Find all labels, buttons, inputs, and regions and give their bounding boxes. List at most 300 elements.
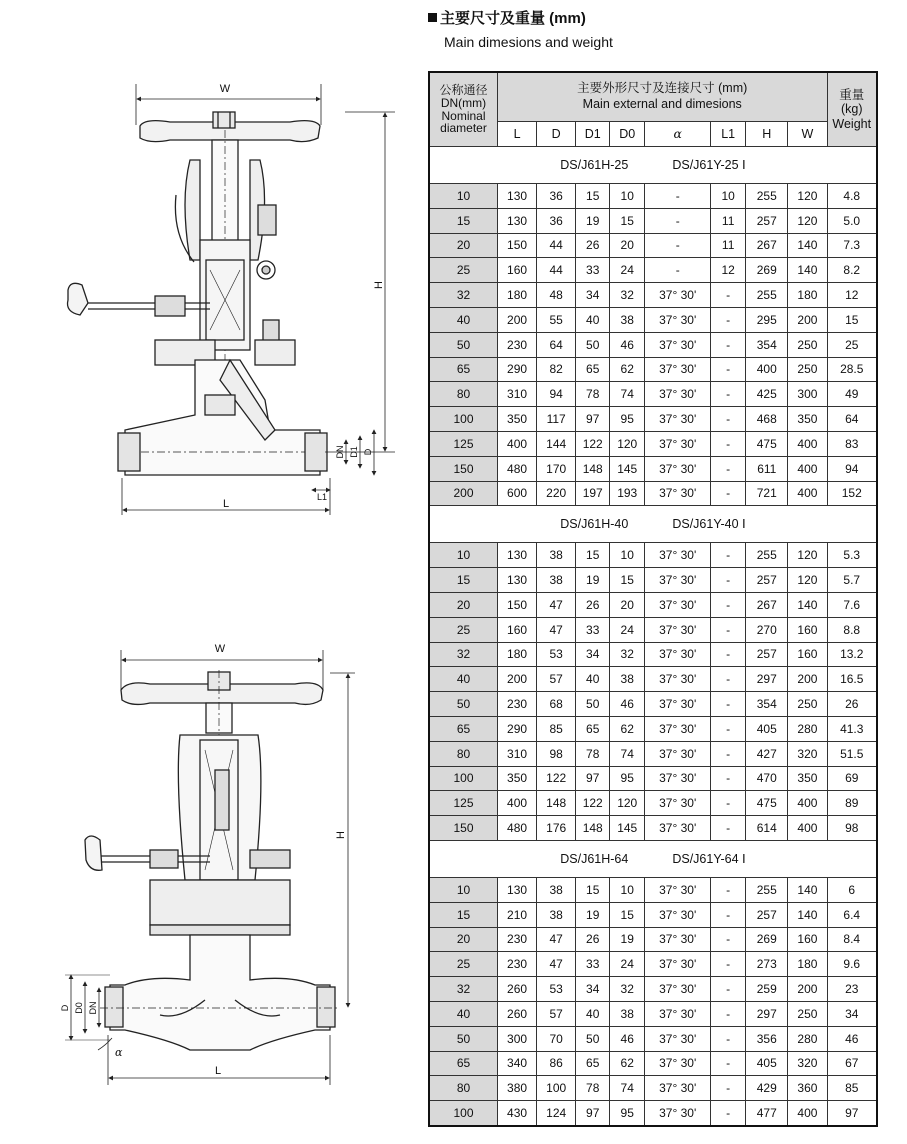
bottom-h-label: H — [335, 831, 347, 839]
table-cell: 200 — [497, 307, 536, 332]
table-cell: 38 — [537, 902, 576, 927]
table-cell: 97 — [576, 407, 610, 432]
col-header-h: H — [746, 122, 788, 147]
model-name-a: DS/J61H-40 — [560, 517, 629, 532]
dn-cell: 25 — [429, 952, 497, 977]
dn-header-line: Nominal — [441, 108, 486, 123]
table-cell: 47 — [537, 952, 576, 977]
table-cell: 37° 30' — [645, 667, 711, 692]
table-cell: 122 — [576, 791, 610, 816]
table-cell: - — [711, 877, 746, 902]
table-cell: 380 — [497, 1076, 536, 1101]
table-cell: 260 — [497, 977, 536, 1002]
table-row — [429, 741, 877, 766]
table-cell: 230 — [497, 927, 536, 952]
table-cell: 130 — [497, 568, 536, 593]
table-cell: 94 — [827, 456, 877, 481]
main-dimensions-header — [497, 72, 827, 122]
table-cell: 180 — [497, 283, 536, 308]
table-cell: - — [711, 1026, 746, 1051]
dn-cell: 65 — [429, 716, 497, 741]
table-cell: 150 — [497, 233, 536, 258]
bottom-alpha-label: α — [115, 1046, 123, 1059]
table-cell: 120 — [610, 431, 645, 456]
table-cell: 98 — [537, 741, 576, 766]
table-row — [429, 456, 877, 481]
table-cell: 250 — [788, 332, 827, 357]
table-cell: 148 — [576, 456, 610, 481]
table-cell: 12 — [711, 258, 746, 283]
table-cell: 82 — [537, 357, 576, 382]
table-cell: 10 — [610, 543, 645, 568]
top-w-label: W — [219, 83, 231, 95]
table-cell: 611 — [746, 456, 788, 481]
table-cell: 50 — [576, 692, 610, 717]
table-cell: 57 — [537, 667, 576, 692]
table-cell: 614 — [746, 816, 788, 841]
model-name-b: DS/J61Y-25 Ⅰ — [672, 157, 746, 172]
table-cell: 40 — [576, 1001, 610, 1026]
dn-cell: 32 — [429, 283, 497, 308]
dn-cell: 150 — [429, 816, 497, 841]
top-h-label: H — [373, 281, 385, 289]
table-cell: 430 — [497, 1101, 536, 1126]
table-cell: 267 — [746, 233, 788, 258]
table-cell: 55 — [537, 307, 576, 332]
table-cell: 15 — [610, 208, 645, 233]
top-valve-drawing — [68, 84, 396, 515]
table-cell: 220 — [537, 481, 576, 506]
table-cell: 176 — [537, 816, 576, 841]
table-cell: 62 — [610, 716, 645, 741]
table-cell: - — [711, 407, 746, 432]
table-row — [429, 332, 877, 357]
table-row — [429, 1001, 877, 1026]
table-cell: 210 — [497, 902, 536, 927]
table-cell: 38 — [610, 1001, 645, 1026]
table-cell: 95 — [610, 766, 645, 791]
table-cell: 47 — [537, 617, 576, 642]
table-cell: 180 — [788, 952, 827, 977]
table-cell: 28.5 — [827, 357, 877, 382]
table-cell: 160 — [788, 927, 827, 952]
weight-header-line: 重量 — [839, 87, 865, 102]
table-cell: 37° 30' — [645, 1076, 711, 1101]
table-cell: 62 — [610, 1051, 645, 1076]
table-cell: 24 — [610, 952, 645, 977]
table-cell: 600 — [497, 481, 536, 506]
table-cell: 320 — [788, 1051, 827, 1076]
table-cell: - — [711, 568, 746, 593]
table-row — [429, 382, 877, 407]
bullet-square-icon — [428, 13, 437, 22]
table-row — [429, 902, 877, 927]
table-cell: - — [711, 902, 746, 927]
table-cell: 49 — [827, 382, 877, 407]
table-cell: 41.3 — [827, 716, 877, 741]
table-cell: 400 — [497, 791, 536, 816]
table-cell: 255 — [746, 184, 788, 209]
weight-header-line: Weight — [832, 116, 872, 131]
table-row — [429, 431, 877, 456]
table-cell: - — [711, 617, 746, 642]
table-cell: - — [711, 307, 746, 332]
table-cell: 425 — [746, 382, 788, 407]
table-row — [429, 407, 877, 432]
table-cell: 23 — [827, 977, 877, 1002]
dn-cell: 50 — [429, 692, 497, 717]
table-cell: 32 — [610, 283, 645, 308]
table-cell: 40 — [576, 667, 610, 692]
table-cell: 6 — [827, 877, 877, 902]
top-l-label: L — [222, 498, 230, 510]
table-cell: 69 — [827, 766, 877, 791]
table-row — [429, 258, 877, 283]
table-cell: 257 — [746, 568, 788, 593]
table-cell: - — [711, 1051, 746, 1076]
table-cell: 37° 30' — [645, 716, 711, 741]
table-cell: 10 — [711, 184, 746, 209]
model-name-b: DS/J61Y-64 Ⅰ — [672, 851, 746, 866]
table-cell: 26 — [576, 233, 610, 258]
table-cell: 356 — [746, 1026, 788, 1051]
model-section-row — [429, 506, 877, 543]
dn-header-line: 公称通径 — [439, 83, 488, 98]
table-cell: 144 — [537, 431, 576, 456]
table-row — [429, 307, 877, 332]
table-cell: 10 — [610, 184, 645, 209]
table-cell: 259 — [746, 977, 788, 1002]
table-cell: 405 — [746, 1051, 788, 1076]
table-cell: - — [711, 592, 746, 617]
table-cell: 50 — [576, 1026, 610, 1051]
dn-cell: 15 — [429, 568, 497, 593]
table-cell: 53 — [537, 977, 576, 1002]
table-row — [429, 642, 877, 667]
model-section-header — [429, 147, 877, 184]
table-cell: 26 — [576, 927, 610, 952]
table-cell: 148 — [576, 816, 610, 841]
table-cell: 120 — [610, 791, 645, 816]
dn-cell: 150 — [429, 456, 497, 481]
table-cell: 480 — [497, 816, 536, 841]
table-row — [429, 766, 877, 791]
table-cell: 95 — [610, 1101, 645, 1126]
table-cell: 62 — [610, 357, 645, 382]
table-cell: 44 — [537, 258, 576, 283]
table-cell: 400 — [788, 456, 827, 481]
table-cell: 65 — [576, 716, 610, 741]
table-cell: 19 — [576, 902, 610, 927]
main-header-en: Main external and dimesions — [582, 97, 742, 111]
table-cell: 15 — [827, 307, 877, 332]
table-cell: 130 — [497, 208, 536, 233]
dn-cell: 40 — [429, 667, 497, 692]
table-cell: 140 — [788, 592, 827, 617]
table-cell: 20 — [610, 592, 645, 617]
table-cell: 38 — [537, 568, 576, 593]
table-cell: 37° 30' — [645, 431, 711, 456]
table-cell: 40 — [576, 307, 610, 332]
top-d1-label: D1 — [349, 446, 359, 458]
table-cell: 280 — [788, 716, 827, 741]
table-cell: 44 — [537, 233, 576, 258]
table-cell: 65 — [576, 357, 610, 382]
table-cell: 74 — [610, 382, 645, 407]
table-cell: 250 — [788, 692, 827, 717]
table-cell: 290 — [497, 357, 536, 382]
table-cell: 120 — [788, 208, 827, 233]
model-name-b: DS/J61Y-40 Ⅰ — [672, 517, 746, 532]
table-cell: 230 — [497, 692, 536, 717]
table-cell: 400 — [788, 816, 827, 841]
table-cell: - — [711, 382, 746, 407]
table-row — [429, 283, 877, 308]
table-cell: - — [711, 716, 746, 741]
table-cell: 48 — [537, 283, 576, 308]
dn-cell: 80 — [429, 741, 497, 766]
table-cell: 273 — [746, 952, 788, 977]
table-cell: 46 — [610, 332, 645, 357]
dn-cell: 125 — [429, 791, 497, 816]
table-cell: 74 — [610, 1076, 645, 1101]
model-section-header — [429, 506, 877, 543]
table-cell: - — [711, 816, 746, 841]
table-cell: 400 — [788, 791, 827, 816]
table-cell: 67 — [827, 1051, 877, 1076]
table-cell: 468 — [746, 407, 788, 432]
table-cell: 46 — [610, 1026, 645, 1051]
table-cell: 360 — [788, 1076, 827, 1101]
table-cell: 257 — [746, 642, 788, 667]
table-cell: 350 — [497, 407, 536, 432]
table-cell: 300 — [497, 1026, 536, 1051]
table-cell: 297 — [746, 667, 788, 692]
table-cell: 10 — [610, 877, 645, 902]
table-cell: 475 — [746, 791, 788, 816]
table-cell: 124 — [537, 1101, 576, 1126]
dn-cell: 15 — [429, 902, 497, 927]
table-cell: 8.8 — [827, 617, 877, 642]
title-zh-text: 主要尺寸及重量 (mm) — [440, 10, 586, 27]
table-row — [429, 233, 877, 258]
table-cell: 200 — [788, 307, 827, 332]
table-cell: 37° 30' — [645, 1001, 711, 1026]
table-cell: 38 — [610, 307, 645, 332]
table-cell: 5.0 — [827, 208, 877, 233]
dn-cell: 100 — [429, 1101, 497, 1126]
table-cell: 480 — [497, 456, 536, 481]
table-cell: 37° 30' — [645, 766, 711, 791]
table-cell: 78 — [576, 382, 610, 407]
table-cell: - — [711, 741, 746, 766]
table-cell: 280 — [788, 1026, 827, 1051]
table-cell: 340 — [497, 1051, 536, 1076]
table-cell: 320 — [788, 741, 827, 766]
table-cell: 37° 30' — [645, 927, 711, 952]
table-cell: 170 — [537, 456, 576, 481]
table-cell: 160 — [497, 258, 536, 283]
dn-cell: 15 — [429, 208, 497, 233]
table-cell: - — [711, 766, 746, 791]
table-cell: 140 — [788, 258, 827, 283]
table-cell: 12 — [827, 283, 877, 308]
dn-cell: 80 — [429, 1076, 497, 1101]
main-header-zh: 主要外形尺寸及连接尺寸 (mm) — [577, 81, 748, 96]
table-cell: 68 — [537, 692, 576, 717]
dn-cell: 10 — [429, 184, 497, 209]
table-cell: - — [645, 258, 711, 283]
table-cell: 11 — [711, 233, 746, 258]
table-cell: 260 — [497, 1001, 536, 1026]
col-header-d1: D1 — [576, 122, 610, 147]
table-cell: 32 — [610, 642, 645, 667]
table-cell: 470 — [746, 766, 788, 791]
table-cell: 122 — [537, 766, 576, 791]
dn-header-line: DN(mm) — [440, 95, 487, 110]
table-cell: 26 — [576, 592, 610, 617]
table-cell: 290 — [497, 716, 536, 741]
table-cell: 145 — [610, 816, 645, 841]
table-cell: 475 — [746, 431, 788, 456]
table-cell: 64 — [827, 407, 877, 432]
col-header-d0: D0 — [610, 122, 645, 147]
table-cell: 95 — [610, 407, 645, 432]
table-cell: 34 — [827, 1001, 877, 1026]
table-cell: 37° 30' — [645, 407, 711, 432]
table-cell: 37° 30' — [645, 1101, 711, 1126]
bottom-d-label: D — [60, 1004, 70, 1012]
table-cell: 160 — [788, 642, 827, 667]
table-cell: - — [711, 283, 746, 308]
dn-cell: 50 — [429, 1026, 497, 1051]
model-section-row — [429, 840, 877, 877]
table-cell: - — [711, 952, 746, 977]
table-cell: 83 — [827, 431, 877, 456]
table-cell: 37° 30' — [645, 283, 711, 308]
model-name-a: DS/J61H-25 — [560, 157, 629, 172]
table-cell: 98 — [827, 816, 877, 841]
table-cell: 140 — [788, 233, 827, 258]
table-cell: 25 — [827, 332, 877, 357]
table-cell: 7.6 — [827, 592, 877, 617]
table-cell: 250 — [788, 357, 827, 382]
table-cell: 38 — [537, 877, 576, 902]
table-cell: 11 — [711, 208, 746, 233]
table-cell: 400 — [788, 431, 827, 456]
table-cell: 15 — [610, 568, 645, 593]
table-cell: 250 — [788, 1001, 827, 1026]
table-cell: 130 — [497, 877, 536, 902]
table-cell: 230 — [497, 952, 536, 977]
table-cell: 19 — [576, 208, 610, 233]
table-cell: 8.4 — [827, 927, 877, 952]
table-cell: 37° 30' — [645, 481, 711, 506]
table-row — [429, 977, 877, 1002]
table-cell: 37° 30' — [645, 952, 711, 977]
table-cell: 13.2 — [827, 642, 877, 667]
table-cell: 46 — [610, 692, 645, 717]
table-cell: 257 — [746, 902, 788, 927]
bottom-w-label: W — [214, 643, 226, 655]
table-cell: 130 — [497, 184, 536, 209]
dn-cell: 25 — [429, 617, 497, 642]
table-cell: 230 — [497, 332, 536, 357]
table-cell: 33 — [576, 617, 610, 642]
table-cell: 148 — [537, 791, 576, 816]
table-cell: 350 — [788, 766, 827, 791]
table-cell: 427 — [746, 741, 788, 766]
col-header-w: W — [788, 122, 827, 147]
table-cell: - — [711, 692, 746, 717]
table-cell: 37° 30' — [645, 741, 711, 766]
table-cell: 36 — [537, 208, 576, 233]
table-cell: 19 — [576, 568, 610, 593]
top-l1-label: L1 — [316, 492, 328, 502]
table-cell: 20 — [610, 233, 645, 258]
table-cell: 86 — [537, 1051, 576, 1076]
top-d-label: D — [363, 448, 373, 456]
dn-cell: 125 — [429, 431, 497, 456]
table-cell: 15 — [610, 902, 645, 927]
weight-column-header — [827, 72, 877, 147]
table-cell: 5.3 — [827, 543, 877, 568]
table-row — [429, 952, 877, 977]
table-cell: 16.5 — [827, 667, 877, 692]
table-cell: 37° 30' — [645, 1026, 711, 1051]
table-cell: 255 — [746, 877, 788, 902]
table-cell: 37° 30' — [645, 791, 711, 816]
dn-column-header — [429, 72, 497, 147]
table-cell: 97 — [576, 766, 610, 791]
table-row — [429, 692, 877, 717]
table-row — [429, 1101, 877, 1126]
dn-cell: 10 — [429, 543, 497, 568]
table-cell: 85 — [827, 1076, 877, 1101]
table-cell: 180 — [497, 642, 536, 667]
table-cell: 429 — [746, 1076, 788, 1101]
table-row — [429, 543, 877, 568]
table-cell: 193 — [610, 481, 645, 506]
table-cell: - — [711, 667, 746, 692]
table-row — [429, 184, 877, 209]
table-cell: 122 — [576, 431, 610, 456]
table-cell: 354 — [746, 332, 788, 357]
dn-cell: 20 — [429, 592, 497, 617]
dn-cell: 100 — [429, 766, 497, 791]
table-cell: 6.4 — [827, 902, 877, 927]
table-cell: 37° 30' — [645, 877, 711, 902]
model-section-header — [429, 840, 877, 877]
dn-cell: 80 — [429, 382, 497, 407]
table-cell: 721 — [746, 481, 788, 506]
table-cell: - — [711, 1101, 746, 1126]
bottom-dn-label: DN — [88, 1001, 98, 1015]
table-cell: 200 — [497, 667, 536, 692]
table-cell: - — [645, 184, 711, 209]
table-cell: 38 — [537, 543, 576, 568]
table-cell: 19 — [610, 927, 645, 952]
table-row — [429, 592, 877, 617]
table-row — [429, 1026, 877, 1051]
table-cell: 310 — [497, 741, 536, 766]
table-cell: - — [711, 332, 746, 357]
section-title-en: Main dimesions and weight — [444, 34, 613, 50]
table-cell: 400 — [788, 481, 827, 506]
table-cell: 180 — [788, 283, 827, 308]
table-cell: 37° 30' — [645, 568, 711, 593]
table-cell: - — [645, 208, 711, 233]
